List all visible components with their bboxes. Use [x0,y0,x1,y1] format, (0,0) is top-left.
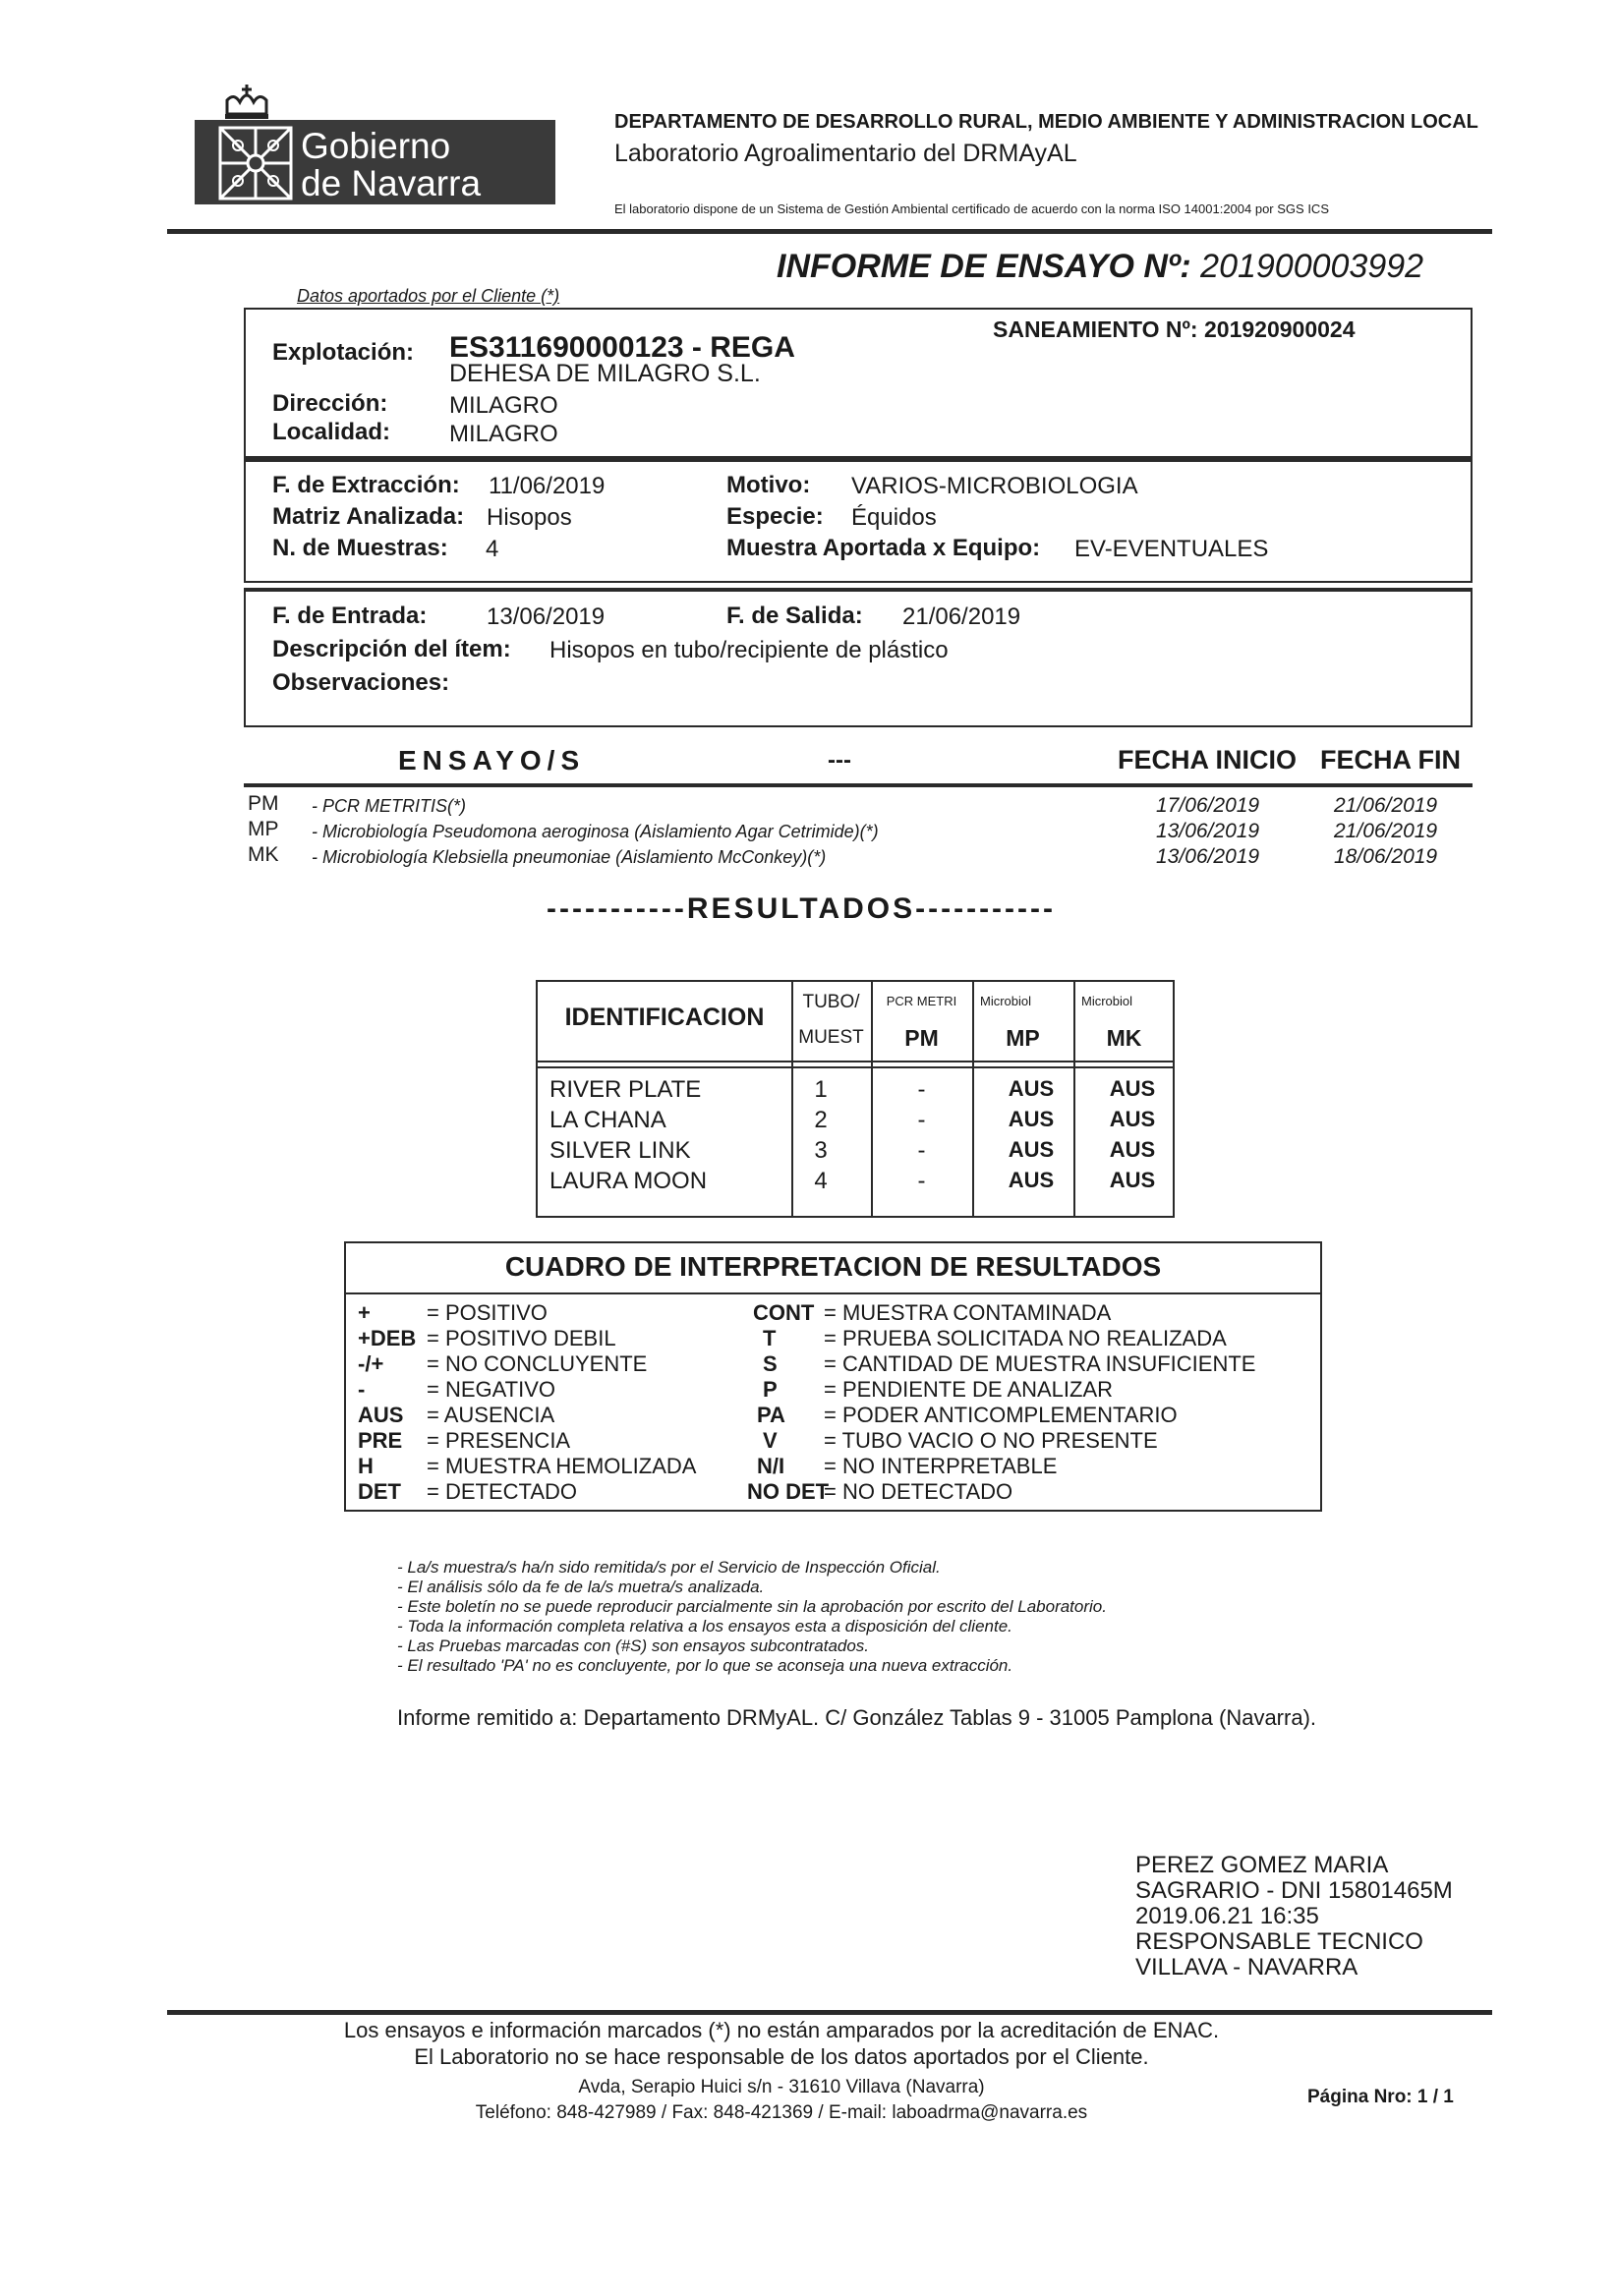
legend-key: +DEB [358,1326,417,1350]
legend-value: = CANTIDAD DE MUESTRA INSUFICIENTE [824,1351,1256,1376]
especie-value: Équidos [851,504,937,531]
signature-line: PEREZ GOMEZ MARIA [1135,1852,1389,1878]
note: - La/s muestra/s ha/n sido remitida/s por el Servicio de Inspección Oficial. [397,1558,941,1577]
legend-value: = PODER ANTICOMPLEMENTARIO [824,1403,1178,1427]
row-tubo: 2 [814,1107,828,1133]
explotacion-value: ES311690000123 - REGA [449,331,795,364]
header-mp-top: Microbiol [980,994,1032,1008]
ensayos-title: ENSAYO/S [398,745,586,775]
row-mk: AUS [1109,1168,1156,1192]
header-identificacion: IDENTIFICACION [564,1004,765,1031]
legend-value: = AUSENCIA [427,1403,555,1427]
legend-key: T [763,1326,777,1350]
muestras-label: N. de Muestras: [272,535,448,561]
header-pm-top: PCR METRI [886,994,957,1008]
legend-key: -/+ [358,1351,384,1376]
legend-value: = PRUEBA SOLICITADA NO REALIZADA [824,1326,1227,1350]
matriz-label: Matriz Analizada: [272,503,465,530]
ensayos-dashes: --- [828,747,851,774]
note: - El análisis sólo da fe de la/s muetra/s analizada. [397,1578,765,1596]
ensayo-fin: 21/06/2019 [1334,794,1438,817]
resultados-title: -----------RESULTADOS----------- [547,892,1057,925]
legend-key: S [763,1351,778,1376]
row-pm: - [917,1137,926,1164]
legend-value: = PENDIENTE DE ANALIZAR [824,1377,1114,1402]
direccion-label: Dirección: [272,390,388,417]
legend-key: CONT [753,1300,815,1325]
descripcion-value: Hisopos en tubo/recipiente de plástico [549,637,949,663]
row-pm: - [917,1168,926,1194]
row-name: LA CHANA [549,1107,666,1133]
salida-label: F. de Salida: [726,603,863,629]
note: - Las Pruebas marcadas con (#S) son ensayos subcontratados. [397,1636,870,1655]
navarra-chains-icon [218,126,293,201]
ensayo-desc: - Microbiología Klebsiella pneumoniae (Aislamiento McConkey)(*) [312,847,827,867]
header-tubo-top: TUBO/ [802,992,860,1012]
ensayos-divider [244,783,1473,787]
legend-value: = NO CONCLUYENTE [427,1351,648,1376]
extraccion-label: F. de Extracción: [272,472,460,498]
fecha-fin-header: FECHA FIN [1320,745,1461,775]
row-pm: - [917,1076,926,1103]
row-mp: AUS [1008,1137,1055,1162]
interpretation-title: CUADRO DE INTERPRETACION DE RESULTADOS [504,1251,1162,1282]
footer-enac-note: Los ensayos e información marcados (*) no están amparados por la acreditación de ENAC. [343,2018,1220,2042]
informe-title: INFORME DE ENSAYO Nº: 201900003992 [777,248,1424,285]
legend-key: H [358,1454,374,1478]
note: - El resultado 'PA' no es concluyente, por lo que se aconseja una nueva extracción. [397,1656,1013,1675]
signature-line: 2019.06.21 16:35 [1135,1903,1319,1929]
row-name: RIVER PLATE [549,1076,702,1103]
legend-key: PRE [358,1428,403,1453]
saneamiento: SANEAMIENTO Nº: 201920900024 [993,316,1356,342]
footer-address: Avda, Serapio Huici s/n - 31610 Villava (Navarra) [578,2077,985,2097]
signature-line: VILLAVA - NAVARRA [1135,1954,1358,1980]
legend-value: = TUBO VACIO O NO PRESENTE [824,1428,1158,1453]
interpretation-box [344,1241,1322,1512]
muestras-value: 4 [486,536,499,562]
legend-key: + [358,1300,371,1325]
legend-key: N/I [757,1454,785,1478]
logo-text-navarra: de Navarra [301,163,482,203]
logo-text-gobierno: Gobierno [301,126,451,166]
iso-note: El laboratorio dispone de un Sistema de Gestión Ambiental certificado de acuerdo con la norma ISO 14001:2004 por SGS ICS [614,201,1329,216]
motivo-value: VARIOS-MICROBIOLOGIA [851,473,1138,499]
header-mp: MP [1006,1025,1040,1051]
legend-value: = PRESENCIA [427,1428,571,1453]
direccion-value: MILAGRO [449,392,558,419]
entrada-value: 13/06/2019 [487,603,606,630]
footer-contact: Teléfono: 848-427989 / Fax: 848-421369 / E-mail: laboadrma@navarra.es [475,2102,1088,2123]
ensayo-inicio: 17/06/2019 [1156,794,1260,817]
department-title: DEPARTAMENTO DE DESARROLLO RURAL, MEDIO AMBIENTE Y ADMINISTRACION LOCAL [614,111,1478,133]
localidad-label: Localidad: [272,419,391,445]
legend-value: = MUESTRA CONTAMINADA [824,1300,1112,1325]
page-number: Página Nro: 1 / 1 [1307,2087,1454,2107]
explotacion-name: DEHESA DE MILAGRO S.L. [449,360,761,387]
explotacion-label: Explotación: [272,339,415,366]
ensayo-fin: 18/06/2019 [1334,845,1438,868]
remitido-text: Informe remitido a: Departamento DRMyAL. C/ González Tablas 9 - 31005 Pamplona (Navarra). [397,1705,1317,1730]
header-mk-top: Microbiol [1081,994,1133,1008]
especie-label: Especie: [726,503,824,530]
row-tubo: 1 [814,1076,828,1103]
ensayo-fin: 21/06/2019 [1334,820,1438,842]
entrada-label: F. de Entrada: [272,603,428,629]
header-tubo-bottom: MUEST [798,1027,864,1048]
crown-icon [222,85,271,120]
ensayo-inicio: 13/06/2019 [1156,845,1260,868]
legend-key: AUS [358,1403,404,1427]
legend-key: - [358,1377,366,1402]
ensayo-desc: - Microbiología Pseudomona aeroginosa (Aislamiento Agar Cetrimide)(*) [312,822,879,841]
signature-line: RESPONSABLE TECNICO [1135,1928,1423,1955]
laboratory-name: Laboratorio Agroalimentario del DRMAyAL [614,140,1077,167]
row-tubo: 3 [814,1137,828,1164]
footer-responsibility-note: El Laboratorio no se hace responsable de los datos aportados por el Cliente. [414,2044,1149,2069]
ensayo-desc: - PCR METRITIS(*) [312,796,466,816]
legend-key: PA [757,1403,785,1427]
datos-cliente-note: Datos aportados por el Cliente (*) [297,286,560,306]
motivo-label: Motivo: [726,472,811,498]
row-mk: AUS [1109,1107,1156,1131]
observaciones-label: Observaciones: [272,669,450,696]
row-mp: AUS [1008,1076,1055,1101]
salida-value: 21/06/2019 [902,603,1021,630]
legend-key: V [763,1428,778,1453]
fecha-inicio-header: FECHA INICIO [1118,745,1297,775]
legend-value: = NEGATIVO [427,1377,556,1402]
note: - Toda la información completa relativa a los ensayos esta a disposición del cliente. [397,1617,1012,1636]
legend-value: = NO INTERPRETABLE [824,1454,1058,1478]
legend-value: = POSITIVO [427,1300,548,1325]
row-name: LAURA MOON [549,1168,708,1194]
row-mp: AUS [1008,1107,1055,1131]
descripcion-label: Descripción del ítem: [272,636,511,662]
legend-value: = POSITIVO DEBIL [427,1326,616,1350]
matriz-value: Hisopos [487,504,572,531]
legend-value: = MUESTRA HEMOLIZADA [427,1454,697,1478]
legend-key: DET [358,1479,401,1504]
legend-key: P [763,1377,778,1402]
legend-value: = DETECTADO [427,1479,578,1504]
localidad-value: MILAGRO [449,421,558,447]
ensayo-code: MK [248,843,279,866]
footer-divider [167,2010,1492,2015]
signature-line: SAGRARIO - DNI 15801465M [1135,1877,1453,1904]
row-mk: AUS [1109,1137,1156,1162]
row-name: SILVER LINK [549,1137,691,1164]
header-pm: PM [904,1025,939,1051]
ensayo-code: PM [248,792,279,815]
extraccion-value: 11/06/2019 [489,473,606,499]
aportada-label: Muestra Aportada x Equipo: [726,535,1041,561]
header-divider [167,229,1492,234]
note: - Este boletín no se puede reproducir parcialmente sin la aprobación por escrito del Laboratorio. [397,1597,1107,1616]
results-table [536,980,1175,1218]
header-mk: MK [1106,1025,1142,1051]
ensayo-inicio: 13/06/2019 [1156,820,1260,842]
row-mk: AUS [1109,1076,1156,1101]
aportada-value: EV-EVENTUALES [1074,536,1269,562]
legend-value: = NO DETECTADO [824,1479,1013,1504]
row-mp: AUS [1008,1168,1055,1192]
ensayo-code: MP [248,818,279,840]
row-pm: - [917,1107,926,1133]
legend-key: NO DET [747,1479,830,1504]
informe-number: 201900003992 [1200,248,1424,285]
row-tubo: 4 [814,1168,828,1194]
